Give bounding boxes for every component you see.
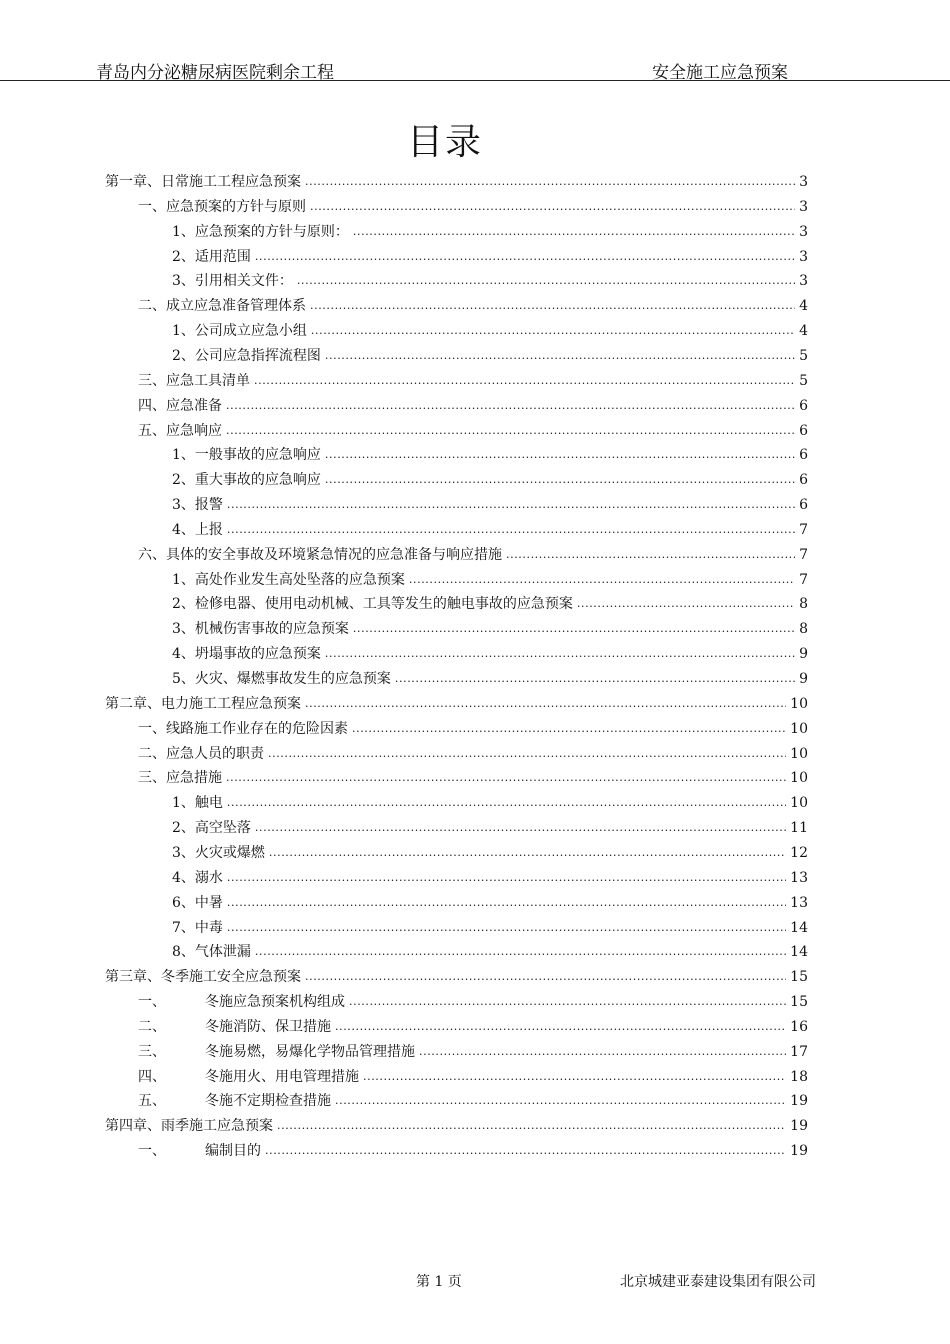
toc-entry-page: 14 <box>790 919 808 936</box>
toc-entry-label: 冬施消防、保卫措施 <box>205 1018 331 1035</box>
toc-entry-page: 15 <box>790 969 808 986</box>
toc-entry-number: 五、 <box>138 1093 166 1110</box>
toc-leader-dots <box>325 346 795 366</box>
toc-leader-dots <box>227 893 786 913</box>
toc-entry-label: 1、高处作业发生高处坠落的应急预案 <box>172 571 405 588</box>
toc-entry-label: 编制目的 <box>205 1143 261 1160</box>
toc-entry-label: 3、机械伤害事故的应急预案 <box>172 621 349 638</box>
toc-entry-page: 10 <box>790 770 808 787</box>
toc-entry-number: 三、 <box>138 1043 166 1060</box>
toc-entry-page: 10 <box>790 720 808 737</box>
toc-entry[interactable] <box>172 868 808 888</box>
toc-leader-dots <box>227 918 786 938</box>
toc-leader-dots <box>335 1091 786 1111</box>
toc-leader-dots <box>325 445 795 465</box>
toc-entry-label: 1、一般事故的应急响应 <box>172 447 321 464</box>
toc-entry[interactable] <box>172 942 808 962</box>
toc-entry-page: 19 <box>790 1093 808 1110</box>
toc-entry[interactable] <box>138 719 808 739</box>
toc-entry-page: 6 <box>799 397 808 414</box>
toc-entry-label: 三、应急工具清单 <box>138 372 250 389</box>
toc-entry-page: 19 <box>790 1143 808 1160</box>
toc-entry-page: 17 <box>790 1043 808 1060</box>
toc-entry-page: 7 <box>799 546 808 563</box>
toc-entry[interactable] <box>138 1091 808 1111</box>
toc-entry[interactable] <box>172 495 808 515</box>
toc-leader-dots <box>311 321 795 341</box>
toc-entry-label: 四、应急准备 <box>138 397 222 414</box>
toc-entry-page: 7 <box>799 571 808 588</box>
toc-entry[interactable] <box>138 197 808 217</box>
toc-leader-dots <box>352 719 786 739</box>
toc-leader-dots <box>227 793 786 813</box>
toc-leader-dots <box>255 942 786 962</box>
toc-entry[interactable] <box>172 893 808 913</box>
toc-leader-dots <box>325 470 795 490</box>
toc-entry-page: 19 <box>790 1118 808 1135</box>
toc-entry-page: 15 <box>790 994 808 1011</box>
toc-entry-label: 冬施应急预案机构组成 <box>205 994 345 1011</box>
footer-page-number: 第 1 页 <box>416 1274 462 1290</box>
toc-leader-dots <box>227 520 795 540</box>
page-title: 目录 <box>406 122 483 163</box>
toc-entry[interactable] <box>172 793 808 813</box>
toc-entry-page: 3 <box>799 174 808 190</box>
toc-entry[interactable] <box>138 1017 808 1037</box>
toc-leader-dots <box>419 1042 786 1062</box>
toc-entry-label: 2、高空坠落 <box>172 820 251 837</box>
toc-entry-label: 4、坍塌事故的应急预案 <box>172 646 321 663</box>
toc-leader-dots <box>335 1017 786 1037</box>
toc-entry-label: 二、成立应急准备管理体系 <box>138 298 306 315</box>
header-left: 青岛内分泌糖尿病医院剩余工程 <box>96 63 334 83</box>
toc-entry-label: 3、火灾或爆燃 <box>172 844 265 861</box>
toc-leader-dots <box>310 197 795 217</box>
toc-entry[interactable] <box>172 222 808 242</box>
toc-entry[interactable] <box>172 470 808 490</box>
toc-entry-label: 2、检修电器、使用电动机械、工具等发生的触电事故的应急预案 <box>172 596 573 613</box>
toc-entry-label: 2、公司应急指挥流程图 <box>172 347 321 364</box>
toc-leader-dots <box>227 495 795 515</box>
toc-entry-page: 14 <box>790 944 808 961</box>
toc-entry-label: 6、中暑 <box>172 894 223 911</box>
toc-entry-page: 6 <box>799 447 808 464</box>
toc-leader-dots <box>226 396 795 416</box>
toc-leader-dots <box>226 768 786 788</box>
toc-entry-page: 10 <box>790 695 808 712</box>
toc-entry-label: 六、具体的安全事故及环境紧急情况的应急准备与响应措施 <box>138 546 502 563</box>
toc-leader-dots <box>297 271 795 291</box>
toc-entry-page: 3 <box>799 223 808 240</box>
toc-entry-label: 第四章、雨季施工应急预案 <box>105 1118 273 1135</box>
toc-entry-label: 三、应急措施 <box>138 770 222 787</box>
toc-entry-label: 第三章、冬季施工安全应急预案 <box>105 969 301 986</box>
toc-entry[interactable] <box>138 768 808 788</box>
toc-leader-dots <box>363 1067 786 1087</box>
toc-entry[interactable] <box>172 520 808 540</box>
toc-entry[interactable] <box>172 247 808 267</box>
footer-company: 北京城建亚泰建设集团有限公司 <box>620 1274 816 1290</box>
toc-entry-page: 5 <box>799 347 808 364</box>
toc-entry-label: 2、重大事故的应急响应 <box>172 472 321 489</box>
toc-leader-dots <box>506 545 795 565</box>
toc-entry-page: 12 <box>790 844 808 861</box>
toc-leader-dots <box>269 843 786 863</box>
toc-entry[interactable] <box>172 843 808 863</box>
toc-entry[interactable] <box>172 669 808 689</box>
toc-leader-dots <box>395 669 795 689</box>
toc-entry[interactable] <box>138 396 808 416</box>
toc-entry-label: 5、火灾、爆燃事故发生的应急预案 <box>172 671 391 687</box>
toc-entry-label: 8、气体泄漏 <box>172 944 251 961</box>
toc-entry-number: 四、 <box>138 1068 166 1085</box>
toc-entry-page: 5 <box>799 372 808 389</box>
toc-entry-page: 3 <box>799 198 808 215</box>
toc-entry-label: 4、上报 <box>172 521 223 538</box>
toc-entry[interactable] <box>172 619 808 639</box>
toc-entry-label: 1、应急预案的方针与原则： <box>172 223 349 240</box>
toc-leader-dots <box>577 594 795 614</box>
toc-entry-page: 9 <box>799 646 808 663</box>
toc-entry-page: 3 <box>799 248 808 265</box>
toc-entry-page: 16 <box>790 1018 808 1035</box>
toc-entry[interactable] <box>105 1116 808 1136</box>
toc-entry-label: 冬施易燃，易爆化学物品管理措施 <box>205 1043 415 1060</box>
toc-entry-number: 一、 <box>138 1143 166 1160</box>
toc-leader-dots <box>353 222 795 242</box>
toc-entry-page: 6 <box>799 472 808 489</box>
toc-entry-page: 8 <box>799 621 808 638</box>
toc-entry-label: 2、适用范围 <box>172 248 251 265</box>
toc-entry[interactable] <box>138 371 808 391</box>
toc-leader-dots <box>409 570 795 590</box>
toc-leader-dots <box>226 421 795 441</box>
toc-entry-label: 五、应急响应 <box>138 422 222 439</box>
toc-entry-page: 7 <box>799 521 808 538</box>
toc-entry[interactable] <box>138 1141 808 1161</box>
toc-entry-label: 1、公司成立应急小组 <box>172 323 307 340</box>
toc-entry[interactable] <box>172 644 808 664</box>
toc-entry-page: 10 <box>790 745 808 762</box>
toc-leader-dots <box>305 172 795 192</box>
toc-entry[interactable] <box>105 694 808 714</box>
toc-entry[interactable] <box>138 296 808 316</box>
toc-entry[interactable] <box>105 967 808 987</box>
toc-entry[interactable] <box>138 1067 808 1087</box>
toc-leader-dots <box>349 992 786 1012</box>
toc-leader-dots <box>305 694 786 714</box>
toc-entry-page: 18 <box>790 1068 808 1085</box>
toc-leader-dots <box>325 644 795 664</box>
toc-entry-page: 6 <box>799 497 808 514</box>
toc-entry[interactable] <box>172 271 808 291</box>
toc-leader-dots <box>265 1141 786 1161</box>
toc-entry-label: 第一章、日常施工工程应急预案 <box>105 174 301 190</box>
toc-entry[interactable] <box>138 545 808 565</box>
toc-leader-dots <box>277 1116 786 1136</box>
toc-entry[interactable] <box>138 992 808 1012</box>
toc-entry-label: 冬施用火、用电管理措施 <box>205 1068 359 1085</box>
toc-entry[interactable] <box>172 570 808 590</box>
toc-entry[interactable] <box>138 744 808 764</box>
toc-entry-label: 1、触电 <box>172 795 223 812</box>
toc-entry-label: 一、应急预案的方针与原则 <box>138 198 306 215</box>
toc-entry-label: 一、线路施工作业存在的危险因素 <box>138 720 348 737</box>
toc-leader-dots <box>255 818 786 838</box>
toc-entry-page: 11 <box>790 820 808 837</box>
toc-entry-label: 4、溺水 <box>172 869 223 886</box>
toc-entry-page: 6 <box>799 422 808 439</box>
toc-entry-page: 13 <box>790 894 808 911</box>
toc-entry[interactable] <box>172 346 808 366</box>
toc-entry[interactable] <box>172 818 808 838</box>
toc-entry-page: 13 <box>790 869 808 886</box>
toc-leader-dots <box>255 247 795 267</box>
toc-entry-label: 二、应急人员的职责 <box>138 745 264 762</box>
toc-entry-label: 第二章、电力施工工程应急预案 <box>105 695 301 712</box>
toc-entry-label: 3、报警 <box>172 497 223 514</box>
toc-entry-page: 9 <box>799 671 808 687</box>
toc-entry-label: 7、中毒 <box>172 919 223 936</box>
toc-entry-label: 冬施不定期检查措施 <box>205 1093 331 1110</box>
header-right: 安全施工应急预案 <box>652 63 788 83</box>
toc-entry-page: 10 <box>790 795 808 812</box>
toc-entry-number: 二、 <box>138 1018 166 1035</box>
toc-entry[interactable] <box>105 172 808 192</box>
header-rule <box>0 80 950 81</box>
toc-entry-page: 8 <box>799 596 808 613</box>
toc-leader-dots <box>268 744 786 764</box>
toc-entry[interactable] <box>138 421 808 441</box>
toc-leader-dots <box>227 868 786 888</box>
toc-leader-dots <box>353 619 795 639</box>
toc-entry-page: 4 <box>799 298 808 315</box>
toc-entry-number: 一、 <box>138 994 166 1011</box>
toc-entry[interactable] <box>172 321 808 341</box>
toc-leader-dots <box>310 296 795 316</box>
toc-entry-page: 4 <box>799 323 808 340</box>
toc-leader-dots <box>254 371 795 391</box>
toc-entry[interactable] <box>172 445 808 465</box>
toc-entry[interactable] <box>138 1042 808 1062</box>
toc-entry[interactable] <box>172 594 808 614</box>
toc-leader-dots <box>305 967 786 987</box>
toc-entry-page: 3 <box>799 273 808 290</box>
toc-entry[interactable] <box>172 918 808 938</box>
toc-entry-label: 3、引用相关文件： <box>172 273 293 290</box>
